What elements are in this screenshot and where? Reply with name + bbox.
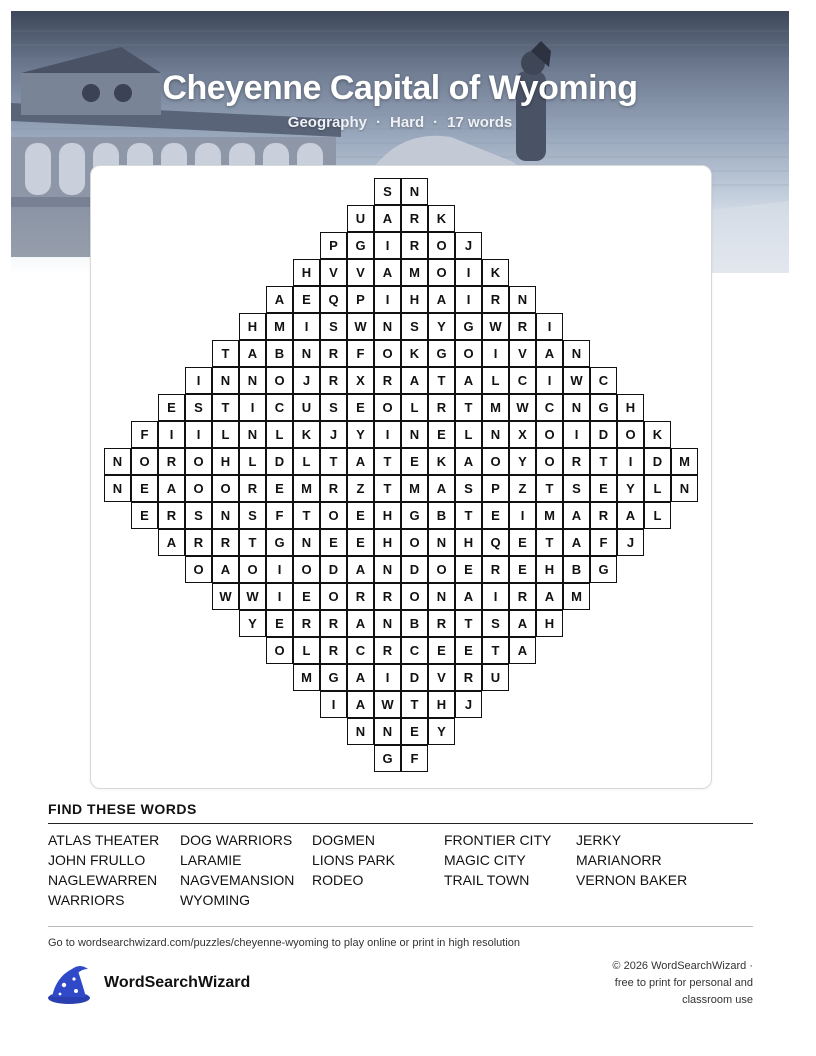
grid-cell[interactable]: P bbox=[320, 232, 347, 259]
grid-cell[interactable]: A bbox=[347, 556, 374, 583]
grid-cell[interactable]: H bbox=[428, 691, 455, 718]
word-list-item: MAGIC CITY bbox=[444, 852, 526, 868]
grid-cell[interactable]: E bbox=[347, 529, 374, 556]
grid-cell[interactable]: N bbox=[347, 718, 374, 745]
grid-cell[interactable]: B bbox=[401, 610, 428, 637]
grid-cell[interactable]: O bbox=[428, 259, 455, 286]
grid-cell[interactable]: V bbox=[428, 664, 455, 691]
grid-cell[interactable]: Y bbox=[428, 718, 455, 745]
grid-cell[interactable]: H bbox=[239, 313, 266, 340]
word-list-item: FRONTIER CITY bbox=[444, 832, 552, 848]
grid-cell[interactable]: N bbox=[563, 394, 590, 421]
grid-cell[interactable]: I bbox=[482, 583, 509, 610]
grid-cell[interactable]: T bbox=[374, 475, 401, 502]
copyright-line: © 2026 WordSearchWizard · bbox=[612, 960, 753, 972]
grid-cell[interactable]: E bbox=[266, 610, 293, 637]
grid-cell[interactable]: U bbox=[482, 664, 509, 691]
word-list-heading: FIND THESE WORDS bbox=[48, 801, 197, 817]
grid-cell[interactable]: I bbox=[374, 286, 401, 313]
grid-cell[interactable]: W bbox=[482, 313, 509, 340]
grid-cell[interactable]: E bbox=[428, 637, 455, 664]
grid-cell[interactable]: D bbox=[401, 556, 428, 583]
grid-cell[interactable]: H bbox=[617, 394, 644, 421]
grid-cell[interactable]: H bbox=[455, 529, 482, 556]
grid-cell[interactable]: G bbox=[347, 232, 374, 259]
grid-cell[interactable]: R bbox=[320, 610, 347, 637]
grid-cell[interactable]: L bbox=[401, 394, 428, 421]
grid-cell[interactable]: E bbox=[347, 502, 374, 529]
grid-cell[interactable]: C bbox=[590, 367, 617, 394]
grid-cell[interactable]: A bbox=[212, 556, 239, 583]
grid-cell[interactable]: E bbox=[455, 556, 482, 583]
grid-cell[interactable]: E bbox=[428, 421, 455, 448]
grid-cell[interactable]: E bbox=[320, 529, 347, 556]
grid-cell[interactable]: I bbox=[509, 502, 536, 529]
grid-cell[interactable]: B bbox=[266, 340, 293, 367]
grid-cell[interactable]: F bbox=[131, 421, 158, 448]
grid-cell[interactable]: A bbox=[239, 340, 266, 367]
grid-cell[interactable]: A bbox=[374, 205, 401, 232]
grid-cell[interactable]: R bbox=[185, 529, 212, 556]
grid-cell[interactable]: T bbox=[401, 691, 428, 718]
grid-cell[interactable]: H bbox=[374, 529, 401, 556]
copyright bbox=[583, 958, 753, 1009]
wizard-hat-icon bbox=[46, 963, 92, 1005]
grid-cell[interactable]: E bbox=[131, 475, 158, 502]
grid-cell[interactable]: D bbox=[266, 448, 293, 475]
grid-cell[interactable]: I bbox=[617, 448, 644, 475]
grid-cell[interactable]: E bbox=[266, 475, 293, 502]
grid-cell[interactable]: O bbox=[536, 448, 563, 475]
grid-cell[interactable]: M bbox=[671, 448, 698, 475]
grid-cell[interactable]: A bbox=[374, 259, 401, 286]
grid-cell[interactable]: N bbox=[104, 448, 131, 475]
grid-cell[interactable]: A bbox=[266, 286, 293, 313]
grid-cell[interactable]: A bbox=[347, 448, 374, 475]
grid-cell[interactable]: S bbox=[401, 313, 428, 340]
grid-cell[interactable]: N bbox=[428, 583, 455, 610]
grid-cell[interactable]: Y bbox=[509, 448, 536, 475]
grid-cell[interactable]: A bbox=[428, 286, 455, 313]
grid-cell[interactable]: N bbox=[401, 421, 428, 448]
grid-cell[interactable]: N bbox=[374, 610, 401, 637]
grid-cell[interactable]: G bbox=[266, 529, 293, 556]
grid-cell[interactable]: S bbox=[185, 394, 212, 421]
grid-cell[interactable]: T bbox=[212, 340, 239, 367]
category-label: Geography bbox=[287, 114, 367, 131]
word-list-item: VERNON BAKER bbox=[576, 872, 688, 888]
grid-cell[interactable]: R bbox=[374, 583, 401, 610]
grid-cell[interactable]: N bbox=[212, 367, 239, 394]
grid-cell[interactable]: G bbox=[320, 664, 347, 691]
grid-cell[interactable]: Z bbox=[347, 475, 374, 502]
grid-cell[interactable]: O bbox=[617, 421, 644, 448]
grid-cell[interactable]: R bbox=[482, 556, 509, 583]
grid-cell[interactable]: K bbox=[428, 448, 455, 475]
grid-cell[interactable]: K bbox=[644, 421, 671, 448]
grid-cell[interactable]: L bbox=[239, 448, 266, 475]
grid-cell[interactable]: H bbox=[536, 610, 563, 637]
grid-cell[interactable]: J bbox=[293, 367, 320, 394]
grid-cell[interactable]: Q bbox=[320, 286, 347, 313]
grid-cell[interactable]: R bbox=[374, 637, 401, 664]
grid-cell[interactable]: M bbox=[536, 502, 563, 529]
grid-cell[interactable]: L bbox=[482, 367, 509, 394]
grid-cell[interactable]: O bbox=[401, 529, 428, 556]
grid-cell[interactable]: I bbox=[482, 340, 509, 367]
grid-cell[interactable]: O bbox=[185, 475, 212, 502]
grid-cell[interactable]: S bbox=[374, 178, 401, 205]
grid-cell[interactable]: R bbox=[590, 502, 617, 529]
word-list-item: TRAIL TOWN bbox=[444, 872, 530, 888]
grid-cell[interactable]: J bbox=[617, 529, 644, 556]
grid-cell[interactable]: B bbox=[563, 556, 590, 583]
word-list-item: JERKY bbox=[576, 832, 622, 848]
grid-cell[interactable]: S bbox=[185, 502, 212, 529]
grid-cell[interactable]: Y bbox=[347, 421, 374, 448]
grid-cell[interactable]: I bbox=[374, 421, 401, 448]
grid-cell[interactable]: O bbox=[374, 394, 401, 421]
grid-cell[interactable]: E bbox=[158, 394, 185, 421]
grid-cell[interactable]: V bbox=[509, 340, 536, 367]
grid-cell[interactable]: A bbox=[428, 475, 455, 502]
grid-cell[interactable]: N bbox=[671, 475, 698, 502]
grid-cell[interactable]: O bbox=[239, 556, 266, 583]
grid-cell[interactable]: I bbox=[239, 394, 266, 421]
grid-cell[interactable]: K bbox=[401, 340, 428, 367]
grid-cell[interactable]: R bbox=[158, 502, 185, 529]
grid-cell[interactable]: M bbox=[401, 475, 428, 502]
grid-cell[interactable]: M bbox=[266, 313, 293, 340]
grid-cell[interactable]: Y bbox=[239, 610, 266, 637]
grid-cell[interactable]: W bbox=[509, 394, 536, 421]
grid-cell[interactable]: F bbox=[590, 529, 617, 556]
grid-cell[interactable]: G bbox=[374, 745, 401, 772]
grid-cell[interactable]: E bbox=[293, 286, 320, 313]
grid-cell[interactable]: O bbox=[455, 340, 482, 367]
grid-cell[interactable]: E bbox=[509, 556, 536, 583]
grid-cell[interactable]: I bbox=[266, 556, 293, 583]
grid-cell[interactable]: C bbox=[536, 394, 563, 421]
grid-cell[interactable]: N bbox=[509, 286, 536, 313]
grid-cell[interactable]: O bbox=[185, 556, 212, 583]
grid-cell[interactable]: K bbox=[428, 205, 455, 232]
grid-cell[interactable]: O bbox=[428, 556, 455, 583]
grid-cell[interactable]: Y bbox=[617, 475, 644, 502]
grid-cell[interactable]: N bbox=[293, 529, 320, 556]
grid-cell[interactable]: F bbox=[347, 340, 374, 367]
grid-cell[interactable]: O bbox=[320, 583, 347, 610]
grid-cell[interactable]: A bbox=[455, 448, 482, 475]
grid-cell[interactable]: A bbox=[617, 502, 644, 529]
grid-cell[interactable]: J bbox=[320, 421, 347, 448]
grid-cell[interactable]: U bbox=[347, 205, 374, 232]
grid-cell[interactable]: T bbox=[482, 637, 509, 664]
grid-cell[interactable]: I bbox=[536, 367, 563, 394]
grid-cell[interactable]: O bbox=[320, 502, 347, 529]
grid-cell[interactable]: A bbox=[158, 475, 185, 502]
grid-cell[interactable]: L bbox=[212, 421, 239, 448]
grid-cell[interactable]: H bbox=[293, 259, 320, 286]
word-list-item: LIONS PARK bbox=[312, 852, 395, 868]
grid-cell[interactable]: T bbox=[455, 610, 482, 637]
grid-cell[interactable]: S bbox=[320, 313, 347, 340]
grid-cell[interactable]: L bbox=[293, 448, 320, 475]
grid-cell[interactable]: R bbox=[320, 367, 347, 394]
grid-cell[interactable]: O bbox=[185, 448, 212, 475]
word-list-item: NAGVEMANSION bbox=[180, 872, 295, 888]
page-title: Cheyenne Capital of Wyoming bbox=[162, 69, 638, 107]
grid-cell[interactable]: P bbox=[482, 475, 509, 502]
grid-cell[interactable]: A bbox=[347, 664, 374, 691]
grid-cell[interactable]: H bbox=[212, 448, 239, 475]
grid-cell[interactable]: I bbox=[185, 367, 212, 394]
grid-cell[interactable]: C bbox=[266, 394, 293, 421]
grid-cell[interactable]: T bbox=[455, 502, 482, 529]
difficulty-label: Hard bbox=[389, 114, 425, 131]
grid-cell[interactable]: M bbox=[401, 259, 428, 286]
grid-cell[interactable]: N bbox=[374, 313, 401, 340]
grid-cell[interactable]: C bbox=[509, 367, 536, 394]
grid-cell[interactable]: I bbox=[536, 313, 563, 340]
footer-link[interactable]: Go to wordsearchwizard.com/puzzles/cheyenne-wyoming to play online or print in high resolution bbox=[48, 937, 521, 949]
grid-cell[interactable]: S bbox=[239, 502, 266, 529]
grid-cell[interactable]: N bbox=[104, 475, 131, 502]
grid-cell[interactable]: A bbox=[455, 583, 482, 610]
grid-cell[interactable]: W bbox=[239, 583, 266, 610]
word-list-item: LARAMIE bbox=[180, 852, 242, 868]
grid-cell[interactable]: T bbox=[320, 448, 347, 475]
grid-cell[interactable]: A bbox=[509, 637, 536, 664]
grid-cell[interactable]: L bbox=[455, 421, 482, 448]
grid-cell[interactable]: T bbox=[428, 367, 455, 394]
grid-cell[interactable]: M bbox=[482, 394, 509, 421]
grid-cell[interactable]: S bbox=[320, 394, 347, 421]
grid-cell[interactable]: N bbox=[212, 502, 239, 529]
grid-cell[interactable]: L bbox=[644, 475, 671, 502]
grid-cell[interactable]: V bbox=[347, 259, 374, 286]
meta-separator: · bbox=[433, 114, 439, 131]
grid-cell[interactable]: I bbox=[320, 691, 347, 718]
grid-cell[interactable]: W bbox=[563, 367, 590, 394]
grid-cell[interactable]: E bbox=[131, 502, 158, 529]
grid-cell[interactable]: D bbox=[590, 421, 617, 448]
grid-cell[interactable]: E bbox=[482, 502, 509, 529]
copyright-line: classroom use bbox=[682, 994, 753, 1006]
grid-cell[interactable]: R bbox=[347, 583, 374, 610]
grid-cell[interactable]: R bbox=[482, 286, 509, 313]
grid-cell[interactable]: L bbox=[266, 421, 293, 448]
grid-cell[interactable]: R bbox=[401, 232, 428, 259]
grid-cell[interactable]: D bbox=[644, 448, 671, 475]
grid-cell[interactable]: I bbox=[455, 286, 482, 313]
grid-cell[interactable]: Q bbox=[482, 529, 509, 556]
grid-cell[interactable]: M bbox=[293, 475, 320, 502]
grid-cell[interactable]: X bbox=[509, 421, 536, 448]
grid-cell[interactable]: R bbox=[509, 313, 536, 340]
grid-cell[interactable]: R bbox=[401, 205, 428, 232]
grid-cell[interactable]: X bbox=[347, 367, 374, 394]
grid-cell[interactable]: A bbox=[536, 583, 563, 610]
divider bbox=[48, 926, 753, 927]
word-list-item: RODEO bbox=[312, 872, 364, 888]
word-list-item: JOHN FRULLO bbox=[48, 852, 146, 868]
grid-cell[interactable]: T bbox=[536, 529, 563, 556]
grid-cell[interactable]: C bbox=[347, 637, 374, 664]
grid-cell[interactable]: G bbox=[428, 340, 455, 367]
grid-cell[interactable]: I bbox=[266, 583, 293, 610]
grid-cell[interactable]: I bbox=[563, 421, 590, 448]
grid-cell[interactable]: M bbox=[293, 664, 320, 691]
grid-cell[interactable]: T bbox=[455, 394, 482, 421]
grid-cell[interactable]: L bbox=[293, 637, 320, 664]
grid-cell[interactable]: R bbox=[563, 448, 590, 475]
grid-cell[interactable]: S bbox=[482, 610, 509, 637]
puzzle-meta bbox=[11, 114, 789, 131]
brand-name: WordSearchWizard bbox=[104, 974, 251, 991]
grid-cell[interactable]: G bbox=[590, 556, 617, 583]
grid-cell[interactable]: A bbox=[563, 529, 590, 556]
grid-cell[interactable]: N bbox=[401, 178, 428, 205]
grid-cell[interactable]: R bbox=[509, 583, 536, 610]
grid-cell[interactable]: N bbox=[374, 718, 401, 745]
grid-cell[interactable]: R bbox=[212, 529, 239, 556]
grid-cell[interactable]: O bbox=[482, 448, 509, 475]
grid-cell[interactable]: H bbox=[374, 502, 401, 529]
grid-cell[interactable]: R bbox=[455, 664, 482, 691]
word-list-item: WARRIORS bbox=[48, 892, 125, 908]
grid-cell[interactable]: F bbox=[266, 502, 293, 529]
grid-cell[interactable]: W bbox=[212, 583, 239, 610]
grid-cell[interactable]: B bbox=[428, 502, 455, 529]
grid-cell[interactable]: E bbox=[401, 448, 428, 475]
divider bbox=[48, 823, 753, 824]
grid-cell[interactable]: S bbox=[455, 475, 482, 502]
grid-cell[interactable]: O bbox=[401, 583, 428, 610]
grid-cell[interactable]: W bbox=[347, 313, 374, 340]
grid-cell[interactable]: E bbox=[401, 718, 428, 745]
grid-cell[interactable]: J bbox=[455, 232, 482, 259]
grid-cell[interactable]: R bbox=[428, 610, 455, 637]
grid-cell[interactable]: J bbox=[455, 691, 482, 718]
grid-cell[interactable]: O bbox=[266, 637, 293, 664]
word-list-item: DOG WARRIORS bbox=[180, 832, 293, 848]
grid-cell[interactable]: T bbox=[239, 529, 266, 556]
word-list-item: NAGLEWARREN bbox=[48, 872, 158, 888]
grid-cell[interactable]: T bbox=[536, 475, 563, 502]
grid-cell[interactable]: N bbox=[293, 340, 320, 367]
grid-cell[interactable]: O bbox=[131, 448, 158, 475]
grid-cell[interactable]: N bbox=[563, 340, 590, 367]
grid-cell[interactable]: R bbox=[320, 340, 347, 367]
grid-cell[interactable]: A bbox=[455, 367, 482, 394]
grid-cell[interactable]: E bbox=[509, 529, 536, 556]
grid-cell[interactable]: A bbox=[158, 529, 185, 556]
grid-cell[interactable]: F bbox=[401, 745, 428, 772]
grid-cell[interactable]: N bbox=[428, 529, 455, 556]
grid-cell[interactable]: V bbox=[320, 259, 347, 286]
grid-cell[interactable]: L bbox=[644, 502, 671, 529]
grid-cell[interactable]: R bbox=[374, 367, 401, 394]
grid-cell[interactable]: O bbox=[293, 556, 320, 583]
copyright-line: free to print for personal and bbox=[614, 977, 753, 989]
word-list-item: ATLAS THEATER bbox=[48, 832, 160, 848]
grid-cell[interactable]: E bbox=[347, 394, 374, 421]
grid-cell[interactable]: N bbox=[482, 421, 509, 448]
grid-cell[interactable]: Z bbox=[509, 475, 536, 502]
grid-cell[interactable]: A bbox=[347, 610, 374, 637]
grid-cell[interactable]: G bbox=[401, 502, 428, 529]
grid-cell[interactable]: Y bbox=[428, 313, 455, 340]
grid-cell[interactable]: O bbox=[428, 232, 455, 259]
word-list-item: WYOMING bbox=[180, 892, 250, 908]
grid-cell[interactable]: I bbox=[455, 259, 482, 286]
grid-cell[interactable]: W bbox=[374, 691, 401, 718]
word-count-label: 17 words bbox=[447, 114, 513, 131]
grid-cell[interactable]: T bbox=[293, 502, 320, 529]
grid-cell[interactable]: U bbox=[293, 394, 320, 421]
grid-cell[interactable]: A bbox=[563, 502, 590, 529]
grid-cell[interactable]: E bbox=[455, 637, 482, 664]
grid-cell[interactable]: O bbox=[266, 367, 293, 394]
grid-cell[interactable]: R bbox=[320, 637, 347, 664]
grid-cell[interactable]: N bbox=[374, 556, 401, 583]
grid-cell[interactable]: K bbox=[293, 421, 320, 448]
grid-cell[interactable]: A bbox=[347, 691, 374, 718]
grid-cell[interactable]: G bbox=[455, 313, 482, 340]
grid-cell[interactable]: T bbox=[212, 394, 239, 421]
grid-cell[interactable]: C bbox=[401, 637, 428, 664]
grid-cell[interactable]: D bbox=[320, 556, 347, 583]
word-list-item: MARIANORR bbox=[576, 852, 662, 868]
grid-cell[interactable]: I bbox=[374, 664, 401, 691]
grid-cell[interactable]: S bbox=[563, 475, 590, 502]
grid-cell[interactable]: D bbox=[401, 664, 428, 691]
grid-cell[interactable]: A bbox=[401, 367, 428, 394]
grid-cell[interactable]: I bbox=[158, 421, 185, 448]
meta-separator: · bbox=[375, 114, 381, 131]
word-list-item: DOGMEN bbox=[312, 832, 375, 848]
grid-cell[interactable]: H bbox=[536, 556, 563, 583]
grid-cell[interactable]: R bbox=[428, 394, 455, 421]
grid-cell[interactable]: O bbox=[536, 421, 563, 448]
grid-cell[interactable]: H bbox=[401, 286, 428, 313]
grid-cell[interactable]: T bbox=[590, 448, 617, 475]
grid-cell[interactable]: A bbox=[536, 340, 563, 367]
grid-cell[interactable]: O bbox=[212, 475, 239, 502]
grid-cell[interactable]: G bbox=[590, 394, 617, 421]
grid-cell[interactable]: E bbox=[293, 583, 320, 610]
grid-cell[interactable]: N bbox=[239, 367, 266, 394]
grid-cell[interactable]: I bbox=[185, 421, 212, 448]
grid-cell[interactable]: I bbox=[293, 313, 320, 340]
grid-cell[interactable]: R bbox=[293, 610, 320, 637]
grid-cell[interactable]: A bbox=[509, 610, 536, 637]
grid-cell[interactable]: K bbox=[482, 259, 509, 286]
grid-cell[interactable]: T bbox=[374, 448, 401, 475]
grid-cell[interactable]: O bbox=[374, 340, 401, 367]
grid-cell[interactable]: M bbox=[563, 583, 590, 610]
grid-cell[interactable]: R bbox=[158, 448, 185, 475]
grid-cell[interactable]: P bbox=[347, 286, 374, 313]
grid-cell[interactable]: I bbox=[374, 232, 401, 259]
grid-cell[interactable]: N bbox=[239, 421, 266, 448]
grid-cell[interactable]: R bbox=[320, 475, 347, 502]
grid-cell[interactable]: E bbox=[590, 475, 617, 502]
grid-cell[interactable]: R bbox=[239, 475, 266, 502]
